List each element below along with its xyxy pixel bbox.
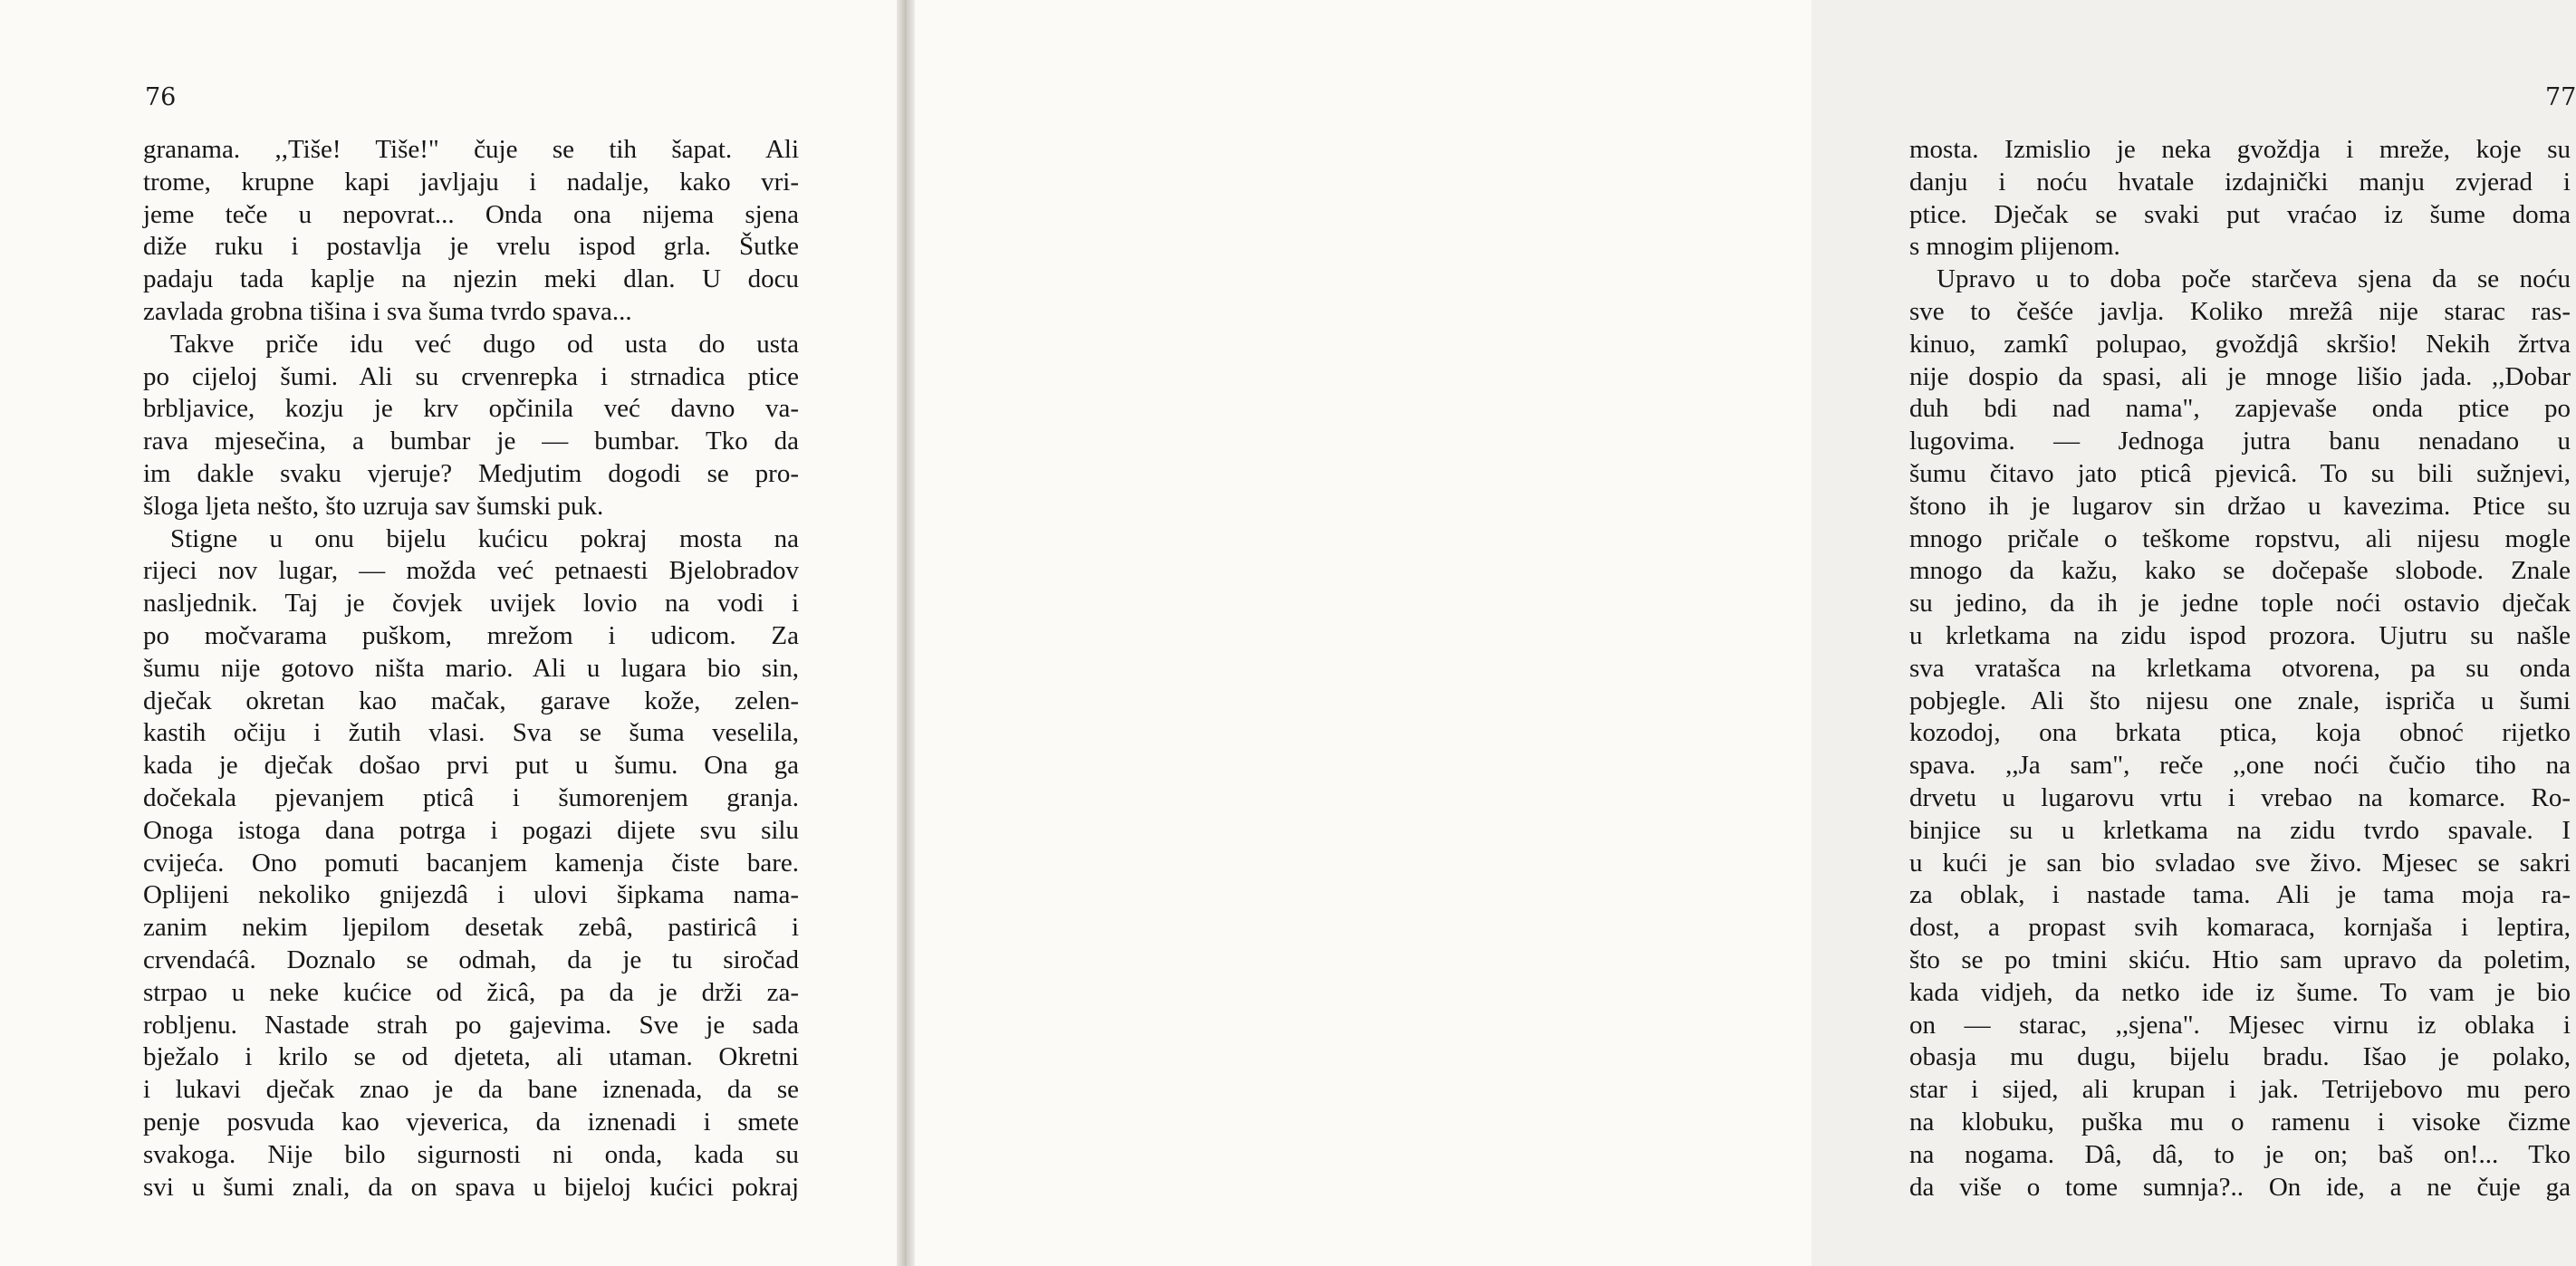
- text-line: šloga ljeta nešto, što uzruja sav šumski puk.: [143, 491, 604, 521]
- text-line: star i sijed, ali krupan i jak. Tetrijebovo mu pero: [1909, 1075, 2571, 1105]
- text-line: dočekala pjevanjem pticâ i šumorenjem granja.: [143, 782, 799, 812]
- text-line: diže ruku i postavlja je vrelu ispod grla. Šutke: [143, 232, 799, 262]
- text-line: lugovima. — Jednoga jutra banu nenadano u: [1909, 427, 2571, 456]
- text-line: Takve priče idu već dugo od usta do usta: [170, 329, 799, 359]
- text-line: trome, krupne kapi javljaju i nadalje, kako vri-: [143, 167, 799, 197]
- text-line: on — starac, ,,sjena". Mjesec virnu iz oblaka i: [1909, 1010, 2571, 1040]
- text-line: šumu nije gotovo ništa mario. Ali u lugara bio sin,: [143, 653, 799, 683]
- text-line: obasja mu dugu, bijelu bradu. Išao je polako,: [1909, 1042, 2571, 1072]
- text-line: sva vratašca na krletkama otvorena, pa su onda: [1909, 653, 2571, 683]
- text-line: binjice su u krletkama na zidu tvrdo spavale. I: [1909, 815, 2571, 845]
- text-line: kastih očiju i žutih vlasi. Sva se šuma veselila,: [143, 718, 799, 748]
- text-line: što se po tmini skiću. Htio sam upravo da poletim,: [1909, 945, 2571, 974]
- right-page: [906, 0, 2576, 1266]
- text-line: zanim nekim ljepilom desetak zebâ, pastiricâ i: [143, 913, 799, 943]
- text-line: sve to češće javlja. Koliko mrežâ nije starac ras-: [1909, 296, 2571, 326]
- text-line: u kući je san bio svladao sve živo. Mjesec se sakri: [1909, 848, 2571, 878]
- text-line: i lukavi dječak znao je da bane iznenada, da se: [143, 1075, 799, 1105]
- text-line: duh bdi nad nama", zapjevaše onda ptice po: [1909, 394, 2571, 424]
- text-line: kinuo, zamkî polupao, gvoždjâ skršio! Nekih žrtva: [1909, 329, 2571, 359]
- text-line: nasljednik. Taj je čovjek uvijek lovio na vodi i: [143, 589, 799, 619]
- text-line: zavlada grobna tišina i sva šuma tvrdo spava...: [143, 296, 632, 326]
- text-line: Oplijeni nekoliko gnijezdâ i ulovi šipkama nama-: [143, 880, 799, 910]
- text-line: dječak okretan kao mačak, garave kože, zelen-: [143, 686, 799, 715]
- text-line: mnogo da kažu, kako se dočepaše slobode. Znale: [1909, 556, 2571, 586]
- text-line: spava. ,,Ja sam", reče ,,one noći čučio tiho na: [1909, 751, 2571, 781]
- text-line: su jedino, da ih je jedne tople noći ostavio dječak: [1909, 589, 2571, 619]
- text-line: svi u šumi znali, da on spava u bijeloj kućici pokraj: [143, 1172, 799, 1202]
- text-line: ptice. Dječak se svaki put vraćao iz šume doma: [1909, 199, 2571, 229]
- text-line: Upravo u to doba poče starčeva sjena da se noću: [1937, 264, 2571, 294]
- text-line: Onoga istoga dana potrga i pogazi dijete svu silu: [143, 815, 799, 845]
- text-line: jeme teče u nepovrat... Onda ona nijema sjena: [143, 199, 799, 229]
- text-line: drvetu u lugarovu vrtu i vrebao na komarce. Ro-: [1909, 782, 2571, 812]
- text-line: na nogama. Dâ, dâ, to je on; baš on!... Tko: [1909, 1139, 2571, 1169]
- text-line: s mnogim plijenom.: [1909, 232, 2120, 262]
- text-line: brbljavice, kozju je krv opčinila već davno va-: [143, 394, 799, 424]
- page-number-right: 77: [2545, 83, 2576, 111]
- text-line: nije dospio da spasi, ali je mnoge lišio jada. ,,Dobar: [1909, 361, 2571, 391]
- text-line: po cijeloj šumi. Ali su crvenrepka i strnadica ptice: [143, 361, 799, 391]
- text-line: u krletkama na zidu ispod prozora. Ujutru su našle: [1909, 620, 2571, 650]
- text-line: strpao u neke kućice od žicâ, pa da je drži za-: [143, 977, 799, 1007]
- text-line: na klobuku, puška mu o ramenu i visoke čizme: [1909, 1107, 2571, 1137]
- text-line: po močvarama puškom, mrežom i udicom. Za: [143, 620, 799, 650]
- text-line: kozodoj, ona brkata ptica, koja obnoć rijetko: [1909, 718, 2571, 748]
- text-line: mosta. Izmislio je neka gvoždja i mreže, koje su: [1909, 135, 2571, 164]
- text-line: kada vidjeh, da netko ide iz šume. To vam je bio: [1909, 977, 2571, 1007]
- page-number-left: 76: [145, 83, 177, 111]
- text-line: rijeci nov lugar, — možda već petnaesti Bjelobradov: [143, 556, 799, 586]
- text-line: dost, a propast svih komaraca, kornjaša i leptira,: [1909, 913, 2571, 943]
- text-line: granama. ,,Tiše! Tiše!" čuje se tih šapat. Ali: [143, 135, 799, 164]
- right-page-text: [1909, 134, 2571, 1204]
- text-line: padaju tada kaplje na njezin meki dlan. U docu: [143, 264, 799, 294]
- text-line: danju i noću hvatale izdajnički manju zvjerad i: [1909, 167, 2571, 197]
- left-page: [0, 0, 906, 1266]
- text-line: štono ih je lugarov sin držao u kavezima. Ptice su: [1909, 491, 2571, 521]
- text-line: bježalo i krilo se od djeteta, ali utaman. Okretni: [143, 1042, 799, 1072]
- text-line: za oblak, i nastade tama. Ali je tama moja ra-: [1909, 880, 2571, 910]
- text-line: svakoga. Nije bilo sigurnosti ni onda, kada su: [143, 1139, 799, 1169]
- text-line: robljenu. Nastade strah po gajevima. Sve je sada: [143, 1010, 799, 1040]
- text-line: im dakle svaku vjeruje? Medjutim dogodi se pro-: [143, 458, 799, 488]
- text-line: penje posvuda kao vjeverica, da iznenadi i smete: [143, 1107, 799, 1137]
- text-line: rava mjesečina, a bumbar je — bumbar. Tko da: [143, 427, 799, 456]
- text-line: cvijeća. Ono pomuti bacanjem kamenja čiste bare.: [143, 848, 799, 878]
- text-line: da više o tome sumnja?.. On ide, a ne čuje ga: [1909, 1172, 2571, 1202]
- text-line: šumu čitavo jato pticâ pjevicâ. To su bili sužnjevi,: [1909, 458, 2571, 488]
- text-line: mnogo pričale o teškome ropstvu, ali nijesu mogle: [1909, 523, 2571, 553]
- text-line: Stigne u onu bijelu kućicu pokraj mosta na: [170, 523, 799, 553]
- text-line: crvendaćâ. Doznalo se odmah, da je tu siročad: [143, 945, 799, 974]
- book-gutter: [897, 0, 915, 1266]
- left-page-text: [143, 134, 799, 1204]
- text-line: kada je dječak došao prvi put u šumu. Ona ga: [143, 751, 799, 781]
- text-line: pobjegle. Ali što nijesu one znale, ispriča u šumi: [1909, 686, 2571, 715]
